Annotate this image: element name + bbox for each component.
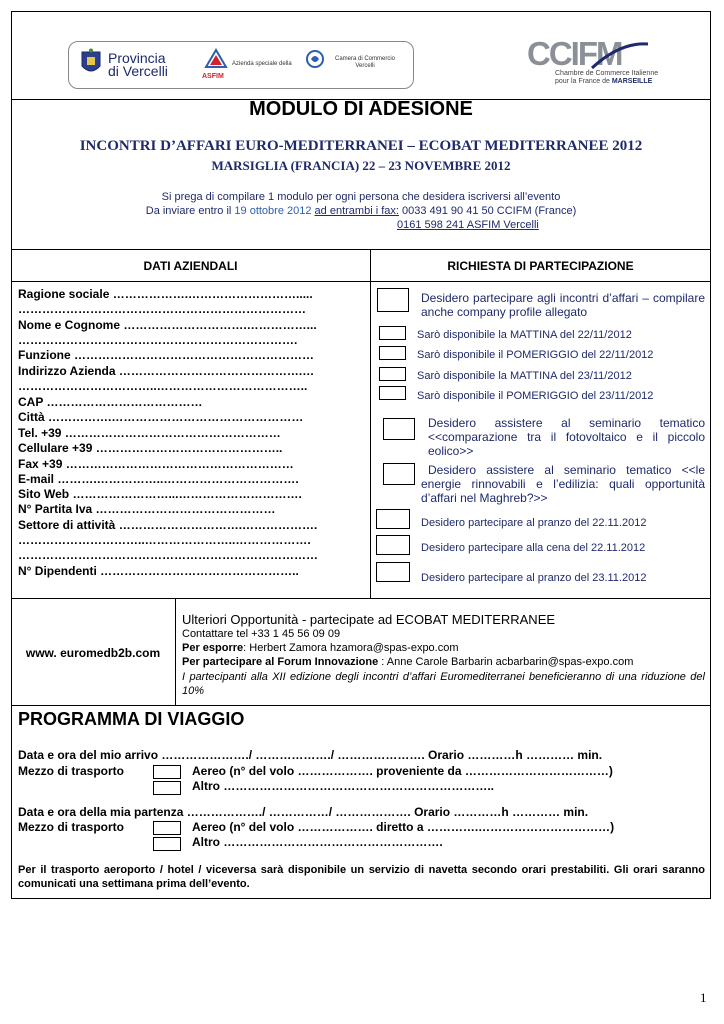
ccifm-logo-mark: CCIFM (527, 35, 622, 72)
ccifm-swoosh-icon (590, 40, 650, 70)
navetta-note: Per il trasporto aeroporto / hotel / viceversa sarà disponibile un servizio di navetta secondo orari prestabiliti. Gli orari saranno comunicati una settimana prima dell’evento. (18, 864, 705, 890)
option-seminario-maghreb: Desidero assistere al seminario tematico <<le energie rinnovabili e l’edilizia: quali opportunità d’affari nel Maghreb?>> (421, 463, 705, 505)
event-subtitle: INCONTRI D’AFFARI EURO-MEDITERRANEI – ECOBAT MEDITERRANEE 2012 (79, 138, 643, 154)
option-mattina-22: Sarò disponibile la MATTINA del 22/11/2012 (417, 329, 632, 341)
field-aereo-partenza[interactable]: Aereo (n° del volo ………………. diretto a ………….……………………………) (192, 820, 615, 834)
instruction-line-3: 0161 598 241 ASFIM Vercelli (397, 219, 539, 231)
checkbox-pranzo-23[interactable] (376, 562, 410, 582)
option-cena-22: Desidero partecipare alla cena del 22.11.2012 (421, 542, 646, 554)
provincia-crest-icon (80, 48, 102, 78)
info-title: Ulteriori Opportunità - partecipate ad ECOBAT MEDITERRANEE (182, 612, 556, 627)
divider-info-column (175, 598, 176, 705)
field-citta[interactable]: Città …………….………………………………………… (18, 410, 304, 424)
programma-heading: PROGRAMMA DI VIAGGIO (18, 709, 245, 729)
field-dipendenti[interactable]: N° Dipendenti ………………………………………….. (18, 564, 299, 578)
info-contact: Contattare tel +33 1 45 56 09 09 (182, 628, 341, 640)
field-altro-partenza[interactable]: Altro ………………………………………………. (192, 835, 443, 849)
richiesta-heading: RICHIESTA DI PARTECIPAZIONE (447, 259, 634, 273)
field-arrivo[interactable]: Data e ora del mio arrivo …………………./ ………………./ …………………. Orario …………h ………… min. (18, 748, 603, 762)
field-nome-cognome-cont[interactable]: ……………………………………………………………. (18, 333, 298, 347)
option-pranzo-22: Desidero partecipare al pranzo del 22.11.2012 (421, 517, 647, 529)
field-aereo-arrivo[interactable]: Aereo (n° del volo ………………. proveniente da ………………………………) (192, 764, 613, 778)
field-partenza[interactable]: Data e ora della mia partenza ………………./ ……………/ ………………. Orario …………h ………… min. (18, 805, 589, 819)
page-number: 1 (700, 990, 707, 1005)
field-funzione[interactable]: Funzione …………………………………………………… (18, 348, 314, 362)
field-sito-web[interactable]: Sito Web ……………………...…………………………. (18, 487, 302, 501)
field-settore-cont-2[interactable]: ………………………………………………………………… (18, 548, 318, 562)
mezzo-arrivo-label: Mezzo di trasporto (18, 764, 125, 778)
camera-commercio-text: Camera di Commercio Vercelli (335, 56, 396, 69)
divider-programma (11, 705, 711, 706)
field-tel[interactable]: Tel. +39 ……………………………………………… (18, 426, 281, 440)
divider-title (11, 249, 711, 250)
info-discount: I partecipanti alla XII edizione degli incontri d’affari Euromediterranei beneficieranno di una riduzione del 10% (182, 671, 705, 697)
field-nome-cognome[interactable]: Nome e Cognome ………………………….……………... (18, 318, 317, 332)
field-indirizzo[interactable]: Indirizzo Azienda ……………………………………….… (18, 364, 315, 378)
instruction-line-1: Si prega di compilare 1 modulo per ogni persona che desidera iscriversi all’evento (161, 191, 561, 203)
checkbox-pomeriggio-23[interactable] (379, 386, 406, 400)
field-cap[interactable]: CAP ………………………………… (18, 395, 203, 409)
ccifm-logo-text: Chambre de Commerce Italienne pour la France de MARSEILLE (555, 70, 659, 85)
option-pomeriggio-22: Sarò disponibile il POMERIGGIO del 22/11/2012 (417, 349, 654, 361)
checkbox-altro-arrivo[interactable] (153, 781, 181, 795)
field-settore-cont-1[interactable]: …………………………..…………………..………………. (18, 533, 311, 547)
checkbox-seminario-maghreb[interactable] (383, 463, 415, 485)
field-ragione-sociale[interactable]: Ragione sociale ……………….………………………..... (18, 287, 313, 301)
page-title: MODULO DI ADESIONE (249, 98, 473, 120)
option-seminario-fotovoltaico: Desidero assistere al seminario tematico <<comparazione tra il fotovoltaico e il piccolo eolico>> (428, 416, 705, 458)
divider-columns (370, 249, 371, 598)
info-exhibit: Per esporre: Herbert Zamora hzamora@spas-expo.com (182, 642, 459, 654)
field-indirizzo-cont[interactable]: ……………………………..……………………………….. (18, 379, 308, 393)
checkbox-seminario-fotovoltaico[interactable] (383, 418, 415, 440)
field-ragione-sociale-cont[interactable]: ……………………………………………………………… (18, 302, 306, 316)
asfim-logo-mark: ASFIM (202, 73, 224, 80)
event-place-date: MARSIGLIA (FRANCIA) 22 – 23 NOVEMBRE 2012 (211, 158, 511, 173)
camera-commercio-icon (305, 49, 325, 69)
checkbox-pomeriggio-22[interactable] (379, 346, 406, 360)
website-link[interactable]: www. euromedb2b.com (25, 646, 161, 660)
info-forum: Per partecipare al Forum Innovazione : Anne Carole Barbarin acbarbarin@spas-expo.com (182, 656, 634, 668)
field-email[interactable]: E-mail ……….……………..……………………………. (18, 472, 299, 486)
mezzo-partenza-label: Mezzo di trasporto (18, 820, 125, 834)
field-altro-arrivo[interactable]: Altro ………………………………………………………….. (192, 779, 494, 793)
checkbox-incontri[interactable] (377, 288, 409, 312)
field-cellulare[interactable]: Cellulare +39 ……………………………………….. (18, 441, 283, 455)
checkbox-altro-partenza[interactable] (153, 837, 181, 851)
checkbox-aereo-arrivo[interactable] (153, 765, 181, 779)
checkbox-mattina-23[interactable] (379, 367, 406, 381)
option-pranzo-23: Desidero partecipare al pranzo del 23.11.2012 (421, 572, 647, 584)
provincia-logo-text: Provincia di Vercelli (108, 50, 168, 79)
option-pomeriggio-23: Sarò disponibile il POMERIGGIO del 23/11/2012 (417, 390, 654, 402)
checkbox-cena-22[interactable] (376, 535, 410, 555)
instruction-line-2: Da inviare entro il 19 ottobre 2012 ad entrambi i fax: 0033 491 90 41 50 CCIFM (France) (145, 205, 577, 217)
option-mattina-23: Sarò disponibile la MATTINA del 23/11/2012 (417, 370, 632, 382)
divider-info (11, 598, 711, 599)
option-incontri-affari: Desidero partecipare agli incontri d’affari – compilare anche company profile allegato (421, 291, 705, 319)
field-settore[interactable]: Settore di attività ………………………….………………. (18, 518, 318, 532)
divider-column-heads (11, 281, 711, 282)
dati-aziendali-heading: DATI AZIENDALI (143, 259, 238, 273)
field-partita-iva[interactable]: N° Partita Iva ……………………………………… (18, 502, 276, 516)
checkbox-aereo-partenza[interactable] (153, 821, 181, 835)
asfim-logo-text: Azienda speciale della (232, 61, 292, 67)
checkbox-pranzo-22[interactable] (376, 509, 410, 529)
field-fax[interactable]: Fax +39 ………………………………………………… (18, 457, 294, 471)
checkbox-mattina-22[interactable] (379, 326, 406, 340)
